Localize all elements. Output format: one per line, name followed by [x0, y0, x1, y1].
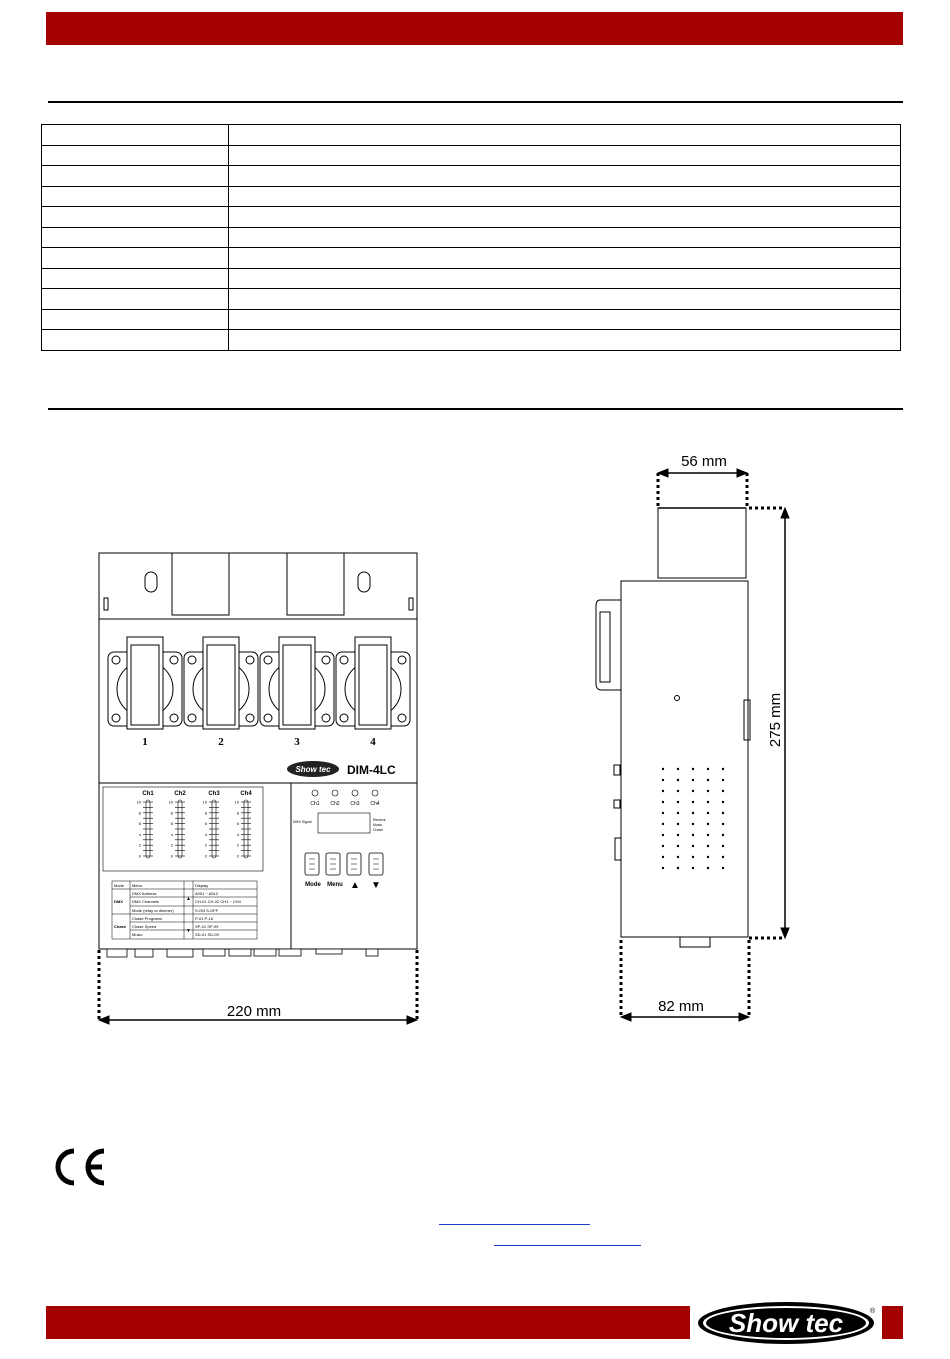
fader-label-1: Ch1 [142, 791, 154, 797]
vent-hole [677, 845, 679, 847]
menu-item: Chase Speed [132, 924, 157, 929]
vent-hole [707, 768, 709, 770]
vent-hole [722, 867, 724, 869]
menu-up-arrow: ▲ [186, 896, 191, 902]
display-label-right: Chase [373, 828, 384, 832]
vent-hole [662, 768, 664, 770]
vent-hole [692, 779, 694, 781]
vent-hole [722, 856, 724, 858]
menu-item: DMX Address [132, 891, 157, 896]
vent-hole [692, 856, 694, 858]
link-underline-1[interactable] [439, 1224, 590, 1225]
fader-scale-label: 8 [138, 810, 141, 816]
led-label-2: Ch2 [330, 801, 340, 807]
menu-item: DMX Channels [132, 899, 159, 904]
menu-display: SP-01 SP-99 [195, 924, 219, 929]
fader-scale-label: 0 [138, 853, 141, 859]
fader-scale-label: 0 [236, 853, 239, 859]
vent-hole [692, 834, 694, 836]
vent-hole [707, 834, 709, 836]
vent-hole [662, 856, 664, 858]
menu-mode-dmx: DMX [114, 899, 123, 904]
led-label-4: Ch4 [370, 801, 380, 807]
vent-hole [662, 867, 664, 869]
vent-hole [707, 779, 709, 781]
showtec-logo [694, 1299, 880, 1347]
fader-scale-label: 0 [170, 853, 173, 859]
fader-scale-label: 10 [168, 799, 173, 805]
menu-button-label: Menu [327, 882, 343, 888]
fader-scale-label: 10 [202, 799, 207, 805]
vent-hole [662, 801, 664, 803]
vent-hole [692, 801, 694, 803]
vent-hole [722, 779, 724, 781]
vent-hole [692, 867, 694, 869]
fader-scale-label: 8 [236, 810, 239, 816]
vent-hole [722, 801, 724, 803]
brand-logo-text: Show tec [295, 765, 331, 774]
vent-hole [677, 779, 679, 781]
vent-hole [677, 801, 679, 803]
menu-item: Music [132, 932, 143, 937]
vent-hole [692, 823, 694, 825]
fader-scale-label: 2 [138, 842, 141, 848]
fader-scale-label: 4 [170, 831, 173, 837]
fader-label-3: Ch3 [208, 791, 220, 797]
fader-scale-label: 8 [170, 810, 173, 816]
fader-scale-label: 8 [204, 810, 207, 816]
model-name: DIM-4LC [347, 763, 396, 777]
ce-mark-icon [50, 1147, 108, 1187]
vent-hole [677, 823, 679, 825]
menu-display: CH-01 CH-02 CH1 ~ CH4 [195, 899, 241, 904]
led-label-3: Ch3 [350, 801, 360, 807]
outlet-label-1: 1 [142, 736, 148, 748]
outlet-label-2: 2 [218, 736, 224, 748]
vent-hole [692, 790, 694, 792]
menu-down-arrow: ▼ [186, 928, 191, 934]
fader-label-2: Ch2 [174, 791, 186, 797]
vent-hole [707, 823, 709, 825]
vent-hole [662, 790, 664, 792]
fader-scale-label: 6 [236, 821, 239, 827]
menu-header-menu: Menu [132, 883, 143, 888]
footer-bar [46, 1306, 690, 1339]
vent-hole [722, 845, 724, 847]
fader-scale-label: 6 [138, 821, 141, 827]
fader-scale-label: 2 [236, 842, 239, 848]
vent-hole [722, 790, 724, 792]
menu-display: S-ON S-OFF [195, 908, 219, 913]
menu-display: SD-01 SD-99 [195, 932, 219, 937]
fader-scale-label: 4 [138, 831, 141, 837]
footer-bar-end [882, 1306, 903, 1339]
outlet-label-4: 4 [370, 736, 376, 748]
vent-hole [722, 768, 724, 770]
menu-display: P-01 P-16 [195, 916, 214, 921]
depth-top-dimension: 56 mm [681, 453, 727, 470]
vent-hole [677, 812, 679, 814]
vent-hole [722, 823, 724, 825]
vent-hole [662, 812, 664, 814]
vent-hole [677, 867, 679, 869]
vent-hole [707, 856, 709, 858]
vent-hole [707, 812, 709, 814]
vent-hole [677, 856, 679, 858]
vent-hole [707, 867, 709, 869]
display-label-left: DMX Signal [293, 820, 312, 824]
vent-hole [692, 845, 694, 847]
svg-text:®: ® [870, 1308, 876, 1315]
vent-hole [722, 812, 724, 814]
menu-header-display: Display [195, 883, 209, 888]
vent-hole [722, 834, 724, 836]
fader-scale-label: 0 [204, 853, 207, 859]
vent-hole [677, 790, 679, 792]
vent-hole [662, 823, 664, 825]
led-label-1: Ch1 [310, 801, 320, 807]
vent-hole [662, 845, 664, 847]
fader-scale-label: 10 [136, 799, 141, 805]
vent-hole [677, 768, 679, 770]
side-view [596, 508, 750, 947]
menu-header-mode: Mode [114, 883, 125, 888]
vent-hole [692, 812, 694, 814]
fader-label-4: Ch4 [240, 791, 252, 797]
vent-hole [707, 845, 709, 847]
display-label-right: Receive [373, 818, 386, 822]
fader-scale-label: 4 [204, 831, 207, 837]
down-button-label: ▼ [371, 880, 381, 891]
fader-scale-label: 6 [204, 821, 207, 827]
vent-hole [677, 834, 679, 836]
fader-scale-label: 2 [204, 842, 207, 848]
menu-mode-chase: Chase [114, 924, 127, 929]
link-underline-2[interactable] [494, 1245, 641, 1246]
outlet-label-3: 3 [294, 736, 300, 748]
vent-hole [707, 790, 709, 792]
depth-bottom-dimension: 82 mm [658, 998, 704, 1015]
menu-item: Mode (relay or dimmer) [132, 908, 174, 913]
width-dimension: 220 mm [226, 1003, 282, 1020]
logo-text: Show tec [728, 1308, 844, 1338]
menu-display: A001 ~ A512 [195, 891, 219, 896]
mode-button-label: Mode [305, 882, 321, 888]
vent-hole [662, 779, 664, 781]
fader-scale-label: 4 [236, 831, 239, 837]
fader-scale-label: 10 [234, 799, 239, 805]
display-label-right: Music [373, 823, 383, 827]
fader-scale-label: 6 [170, 821, 173, 827]
menu-item: Chase Programs [132, 916, 163, 921]
height-dimension: 275 mm [767, 692, 784, 748]
up-button-label: ▲ [350, 880, 360, 891]
vent-hole [692, 768, 694, 770]
vent-hole [707, 801, 709, 803]
vent-hole [662, 834, 664, 836]
fader-scale-label: 2 [170, 842, 173, 848]
